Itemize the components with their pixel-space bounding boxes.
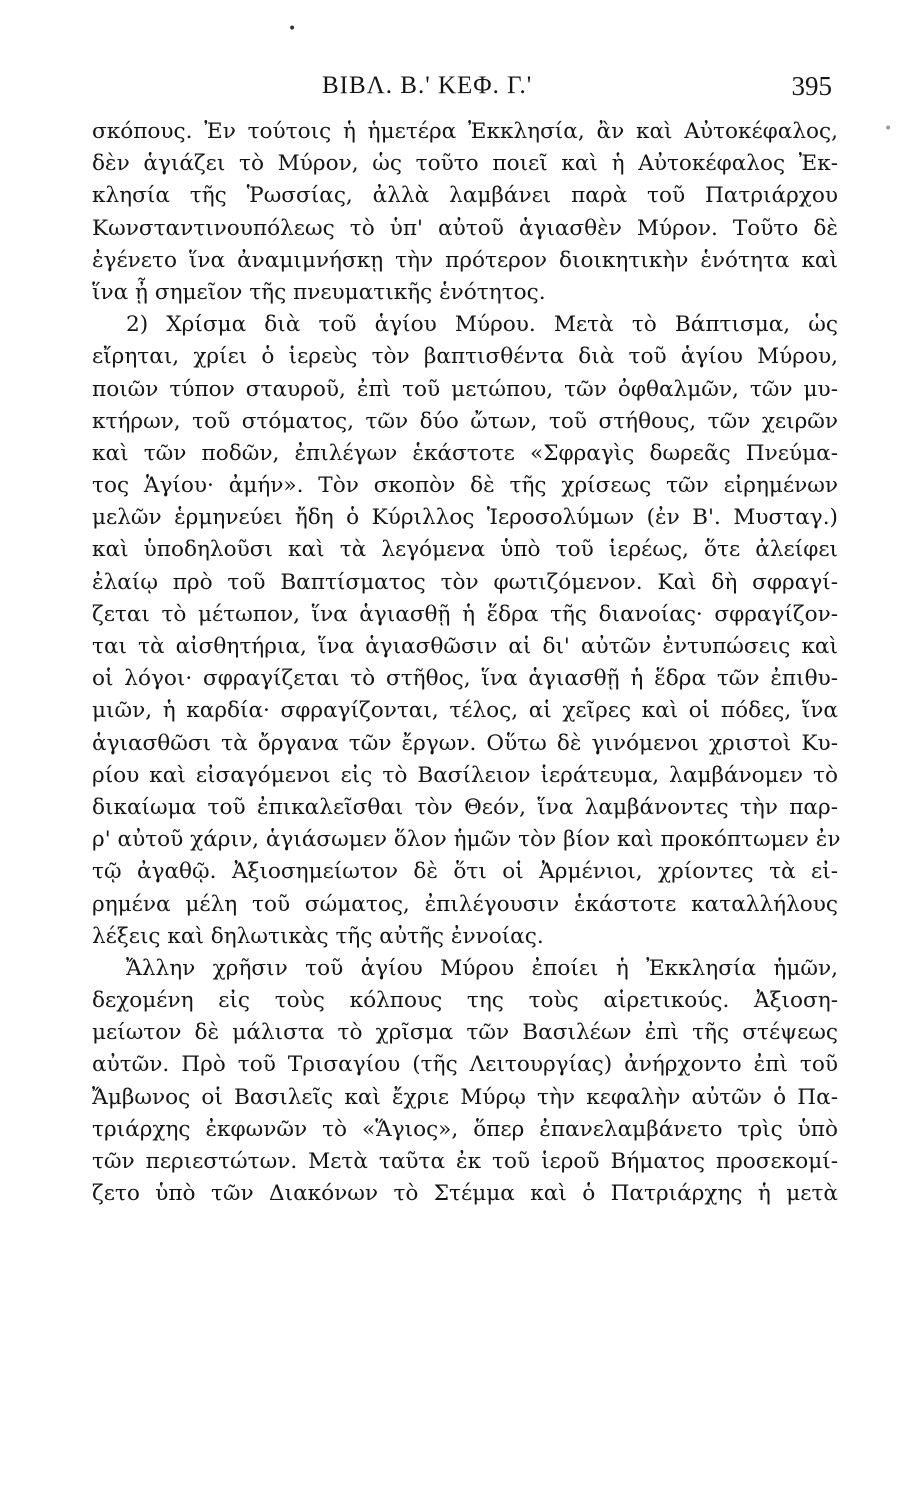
page-number: 395 — [791, 71, 832, 101]
text-line: ται τὰ αἰσθητήρια, ἵνα ἁγιασθῶσιν αἱ δι' αὐτῶν ἐντυπώσεις καὶ — [92, 634, 838, 659]
text-line: δὲν ἁγιάζει τὸ Μύρον, ὡς τοῦτο ποιεῖ καὶ ἡ Αὐτοκέφαλος Ἐκ- — [92, 151, 838, 177]
text-line: οἱ λόγοι· σφραγίζεται τὸ στῆθος, ἵνα ἁγιασθῇ ἡ ἕδρα τῶν ἐπιθυ- — [92, 666, 838, 692]
text-line: καὶ ὑποδηλοῦσι καὶ τὰ λεγόμενα ὑπὸ τοῦ ἱερέως, ὅτε ἀλείφει — [92, 537, 838, 563]
body-text — [92, 116, 841, 1210]
paragraph-1 — [92, 116, 838, 309]
page-header — [92, 68, 832, 104]
running-head: ΒΙΒΛ. Β.' ΚΕΦ. Γ.' — [322, 72, 533, 99]
text-line: μελῶν ἑρμηνεύει ἤδη ὁ Κύριλλος Ἱεροσολύμων (ἐν Β'. Μυσταγ.) — [92, 505, 838, 531]
text-line: 2) Χρίσμα διὰ τοῦ ἁγίου Μύρου. Μετὰ τὸ Βάπτισμα, ὡς — [126, 312, 838, 338]
text-line: κλησία τῆς Ῥωσσίας, ἀλλὰ λαμβάνει παρὰ τοῦ Πατριάρχου — [92, 183, 838, 209]
text-line: τριάρχης ἐκφωνῶν τὸ «Ἅγιος», ὅπερ ἐπανελαμβάνετο τρὶς ὑπὸ — [92, 1116, 838, 1142]
text-line: μείωτον δὲ μάλιστα τὸ χρῖσμα τῶν Βασιλέων ἐπὶ τῆς στέψεως — [92, 1020, 838, 1046]
text-line: ἁγιασθῶσι τὰ ὄργανα τῶν ἔργων. Οὕτω δὲ γινόμενοι χριστοὶ Κυ- — [92, 730, 838, 756]
text-line: ἵνα ᾖ σημεῖον τῆς πνευματικῆς ἑνότητος. — [92, 279, 546, 305]
text-line: Ἄλλην χρῆσιν τοῦ ἁγίου Μύρου ἐποίει ἡ Ἐκκλησία ἡμῶν, — [126, 955, 838, 981]
text-line: σκόπους. Ἐν τούτοις ἡ ἡμετέρα Ἐκκλησία, ἂν καὶ Αὐτοκέφαλος, — [92, 119, 838, 144]
text-line: μιῶν, ἡ καρδία· σφραγίζονται, τέλος, αἱ χεῖρες καὶ οἱ πόδες, ἵνα — [92, 698, 838, 724]
text-line: Κωνσταντινουπόλεως τὸ ὑπ' αὐτοῦ ἁγιασθὲν Μύρον. Τοῦτο δὲ — [92, 215, 838, 241]
paragraph-3 — [92, 953, 838, 1211]
text-line: ἐλαίῳ πρὸ τοῦ Βαπτίσματος τὸν φωτιζόμενον. Καὶ δὴ σφραγί- — [92, 569, 838, 595]
paragraph-2 — [92, 309, 841, 953]
text-line: ρ' αὐτοῦ χάριν, ἁγιάσωμεν ὅλον ἡμῶν τὸν βίον καὶ προκόπτωμεν ἐν — [92, 827, 841, 853]
text-line: ἐγένετο ἵνα ἀναμιμνήσκῃ τὴν πρότερον διοικητικὴν ἑνότητα καὶ — [92, 247, 838, 273]
text-line: ρίου καὶ εἰσαγόμενοι εἰς τὸ Βασίλειον ἱεράτευμα, λαμβάνομεν τὸ — [92, 762, 838, 788]
text-line: δικαίωμα τοῦ ἐπικαλεῖσθαι τὸν Θεόν, ἵνα λαμβάνοντες τὴν παρ- — [92, 794, 838, 820]
text-line: τος Ἁγίου· ἀμήν». Τὸν σκοπὸν δὲ τῆς χρίσεως τῶν εἰρημένων — [92, 473, 838, 499]
text-line: ζετο ὑπὸ τῶν Διακόνων τὸ Στέμμα καὶ ὁ Πατριάρχης ἡ μετὰ — [92, 1181, 838, 1207]
ink-dot-margin: • — [884, 121, 893, 137]
text-line: αὐτῶν. Πρὸ τοῦ Τρισαγίου (τῆς Λειτουργίας) ἀνήρχοντο ἐπὶ τοῦ — [92, 1052, 838, 1078]
text-line: ρημένα μέλη τοῦ σώματος, ἐπιλέγουσιν ἑκάστοτε καταλλήλους — [92, 891, 838, 917]
text-line: τῷ ἀγαθῷ. Ἀξιοσημείωτον δὲ ὅτι οἱ Ἀρμένιοι, χρίοντες τὰ εἰ- — [92, 859, 838, 885]
text-line: Ἄμβωνος οἱ Βασιλεῖς καὶ ἔχριε Μύρῳ τὴν κεφαλὴν αὐτῶν ὁ Πα- — [92, 1084, 838, 1110]
text-line: καὶ τῶν ποδῶν, ἐπιλέγων ἑκάστοτε «Σφραγὶς δωρεᾶς Πνεύμα- — [92, 440, 838, 466]
text-line: λέξεις καὶ δηλωτικὰς τῆς αὐτῆς ἐννοίας. — [92, 923, 544, 949]
text-line: ποιῶν τύπον σταυροῦ, ἐπὶ τοῦ μετώπου, τῶν ὀφθαλμῶν, τῶν μυ- — [92, 376, 838, 402]
text-line: κτήρων, τοῦ στόματος, τῶν δύο ὤτων, τοῦ στήθους, τῶν χειρῶν — [92, 408, 838, 434]
text-line: εἴρηται, χρίει ὁ ἱερεὺς τὸν βαπτισθέντα διὰ τοῦ ἁγίου Μύρου, — [92, 344, 838, 370]
ink-dot-top: • — [288, 21, 297, 37]
text-line: τῶν περιεστώτων. Μετὰ ταῦτα ἐκ τοῦ ἱεροῦ Βήματος προσεκομί- — [92, 1149, 838, 1174]
text-line: ζεται τὸ μέτωπον, ἵνα ἁγιασθῇ ἡ ἕδρα τῆς διανοίας· σφραγίζον- — [92, 601, 838, 627]
text-line: δεχομένη εἰς τοὺς κόλπους της τοὺς αἱρετικούς. Ἀξιοση- — [92, 988, 838, 1014]
